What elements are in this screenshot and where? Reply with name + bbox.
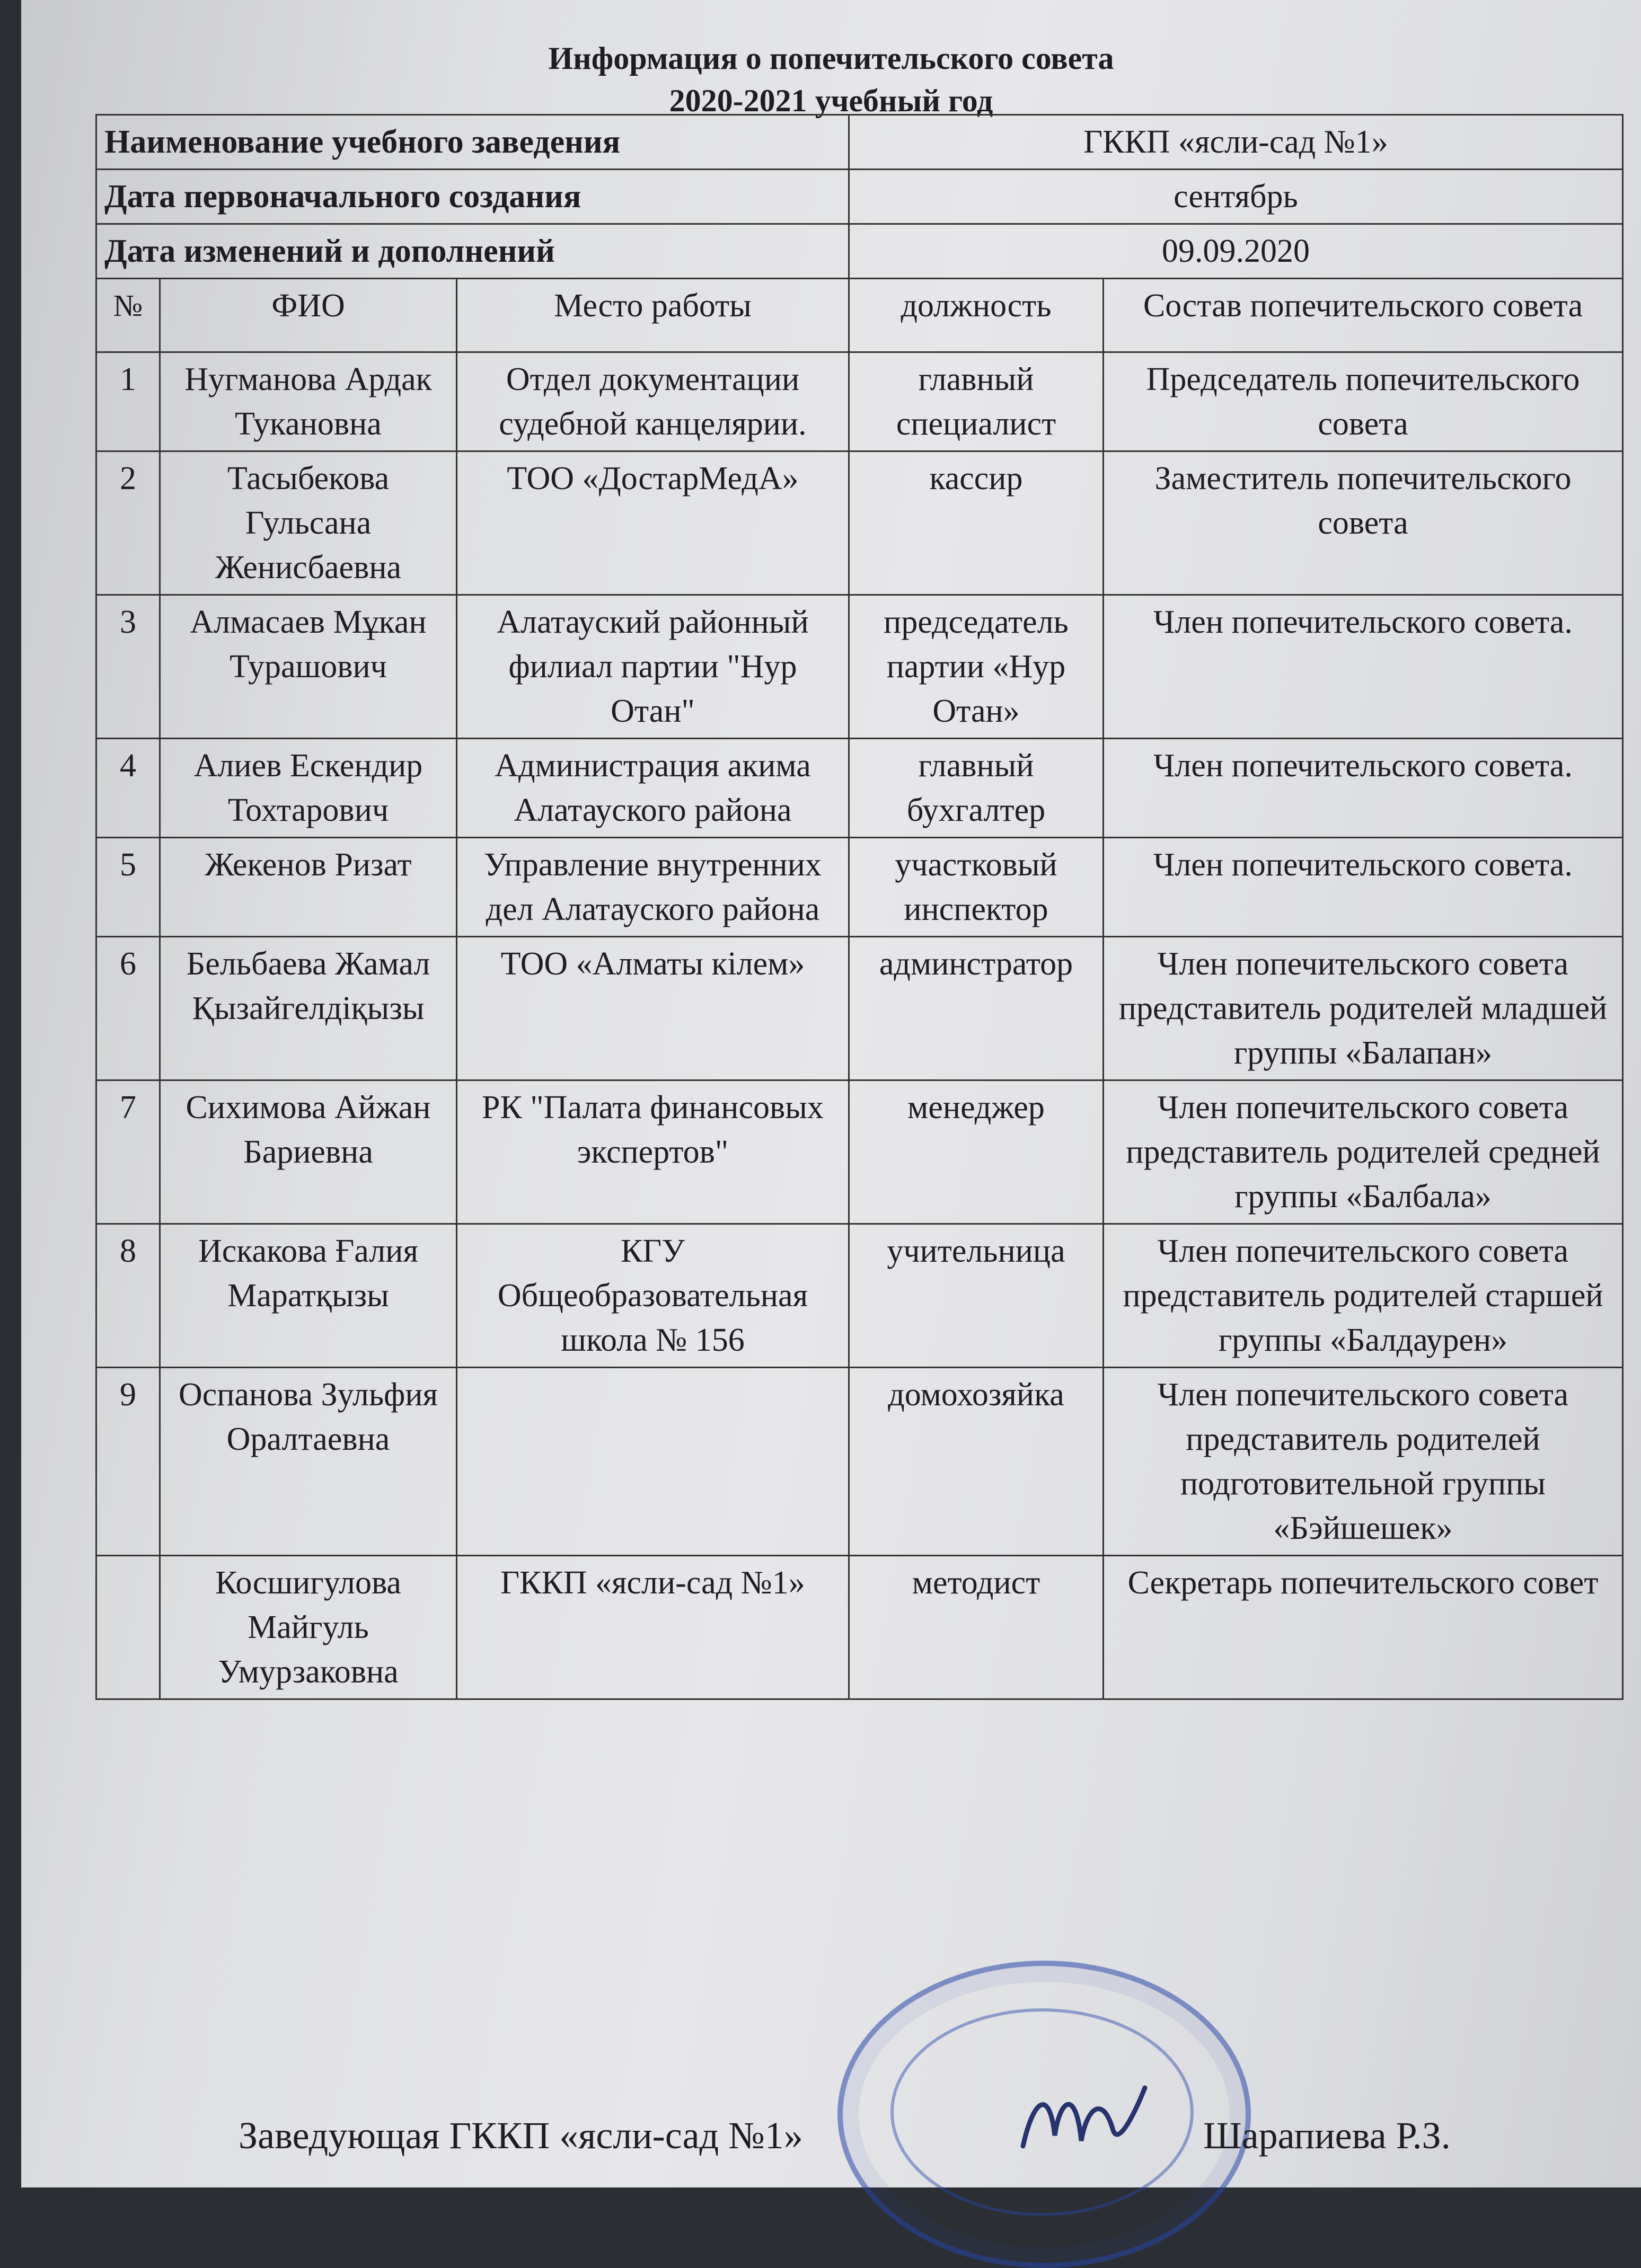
member-num: 9 [96, 1368, 160, 1556]
member-position: главный специалист [849, 352, 1104, 451]
member-num [96, 1556, 160, 1699]
member-num: 8 [96, 1224, 160, 1368]
footer-position: Заведующая ГККП «ясли-сад №1» [239, 2114, 803, 2157]
info-label: Наименование учебного заведения [96, 115, 849, 170]
member-row [96, 1368, 1623, 1556]
member-position: участковый инспектор [849, 838, 1104, 937]
member-name: Искакова Ғалия Маратқызы [160, 1224, 457, 1368]
member-row [96, 1556, 1623, 1699]
member-position: председатель партии «Нур Отан» [849, 595, 1104, 739]
signature [1012, 2067, 1150, 2173]
member-position: методист [849, 1556, 1104, 1699]
member-num: 1 [96, 352, 160, 451]
member-position: домохозяйка [849, 1368, 1104, 1556]
member-row [96, 595, 1623, 739]
footer-signatory: Шарапиева Р.З. [1203, 2114, 1451, 2157]
member-role: Член попечительского совета представитель родителей старшей группы «Балдаурен» [1104, 1224, 1623, 1368]
member-num: 7 [96, 1080, 160, 1224]
member-role: Член попечительского совета. [1104, 838, 1623, 937]
member-name: Алиев Ескендир Тохтарович [160, 739, 457, 838]
info-label: Дата первоначального создания [96, 170, 849, 224]
member-position: учительница [849, 1224, 1104, 1368]
info-value: 09.09.2020 [849, 224, 1623, 279]
member-num: 2 [96, 451, 160, 595]
document-page [21, 0, 1641, 2187]
info-value: сентябрь [849, 170, 1623, 224]
member-row [96, 937, 1623, 1080]
council-table [95, 114, 1624, 1700]
member-role: Член попечительского совета. [1104, 595, 1623, 739]
member-name: Оспанова Зульфия Оралтаевна [160, 1368, 457, 1556]
member-workplace: ГККП «ясли-сад №1» [457, 1556, 849, 1699]
column-header-num: № [96, 279, 160, 352]
member-role: Заместитель попечительского совета [1104, 451, 1623, 595]
column-header-row [96, 279, 1623, 352]
info-row [96, 170, 1623, 224]
document-subtitle: 2020-2021 учебный год [669, 83, 993, 118]
info-row [96, 224, 1623, 279]
member-row [96, 451, 1623, 595]
member-name: Косшигулова Майгуль Умурзаковна [160, 1556, 457, 1699]
column-header-position: должность [849, 279, 1104, 352]
member-role: Секретарь попечительского совет [1104, 1556, 1623, 1699]
member-position: менеджер [849, 1080, 1104, 1224]
member-workplace: Управление внутренних дел Алатауского района [457, 838, 849, 937]
member-num: 5 [96, 838, 160, 937]
column-header-name: ФИО [160, 279, 457, 352]
member-name: Жекенов Ризат [160, 838, 457, 937]
info-row [96, 115, 1623, 170]
member-position: кассир [849, 451, 1104, 595]
member-row [96, 1224, 1623, 1368]
member-workplace: Алатауский районный филиал партии "Нур Отан" [457, 595, 849, 739]
member-role: Член попечительского совета представитель родителей средней группы «Балбала» [1104, 1080, 1623, 1224]
column-header-role: Состав попечительского совета [1104, 279, 1623, 352]
member-workplace [457, 1368, 849, 1556]
member-workplace: Администрация акима Алатауского района [457, 739, 849, 838]
member-num: 4 [96, 739, 160, 838]
member-workplace: ТОО «Алматы кілем» [457, 937, 849, 1080]
member-num: 6 [96, 937, 160, 1080]
info-value: ГККП «ясли-сад №1» [849, 115, 1623, 170]
member-role: Председатель попечительского совета [1104, 352, 1623, 451]
member-workplace: Отдел документации судебной канцелярии. [457, 352, 849, 451]
member-num: 3 [96, 595, 160, 739]
document-title: Информация о попечительского совета [548, 41, 1114, 76]
column-header-workplace: Место работы [457, 279, 849, 352]
member-row [96, 838, 1623, 937]
member-workplace: РК "Палата финансовых экспертов" [457, 1080, 849, 1224]
member-name: Сихимова Айжан Бариевна [160, 1080, 457, 1224]
member-role: Член попечительского совета. [1104, 739, 1623, 838]
member-row [96, 352, 1623, 451]
member-position: админстратор [849, 937, 1104, 1080]
member-name: Тасыбекова Гульсана Женисбаевна [160, 451, 457, 595]
member-workplace: КГУ Общеобразовательная школа № 156 [457, 1224, 849, 1368]
member-name: Бельбаева Жамал Қызайгелдіқызы [160, 937, 457, 1080]
member-row [96, 739, 1623, 838]
member-name: Нугманова Ардак Тукановна [160, 352, 457, 451]
member-name: Алмасаев Мұкан Турашович [160, 595, 457, 739]
info-label: Дата изменений и дополнений [96, 224, 849, 279]
member-role: Член попечительского совета представитель родителей подготовительной группы «Бэйшешек» [1104, 1368, 1623, 1556]
member-role: Член попечительского совета представитель родителей младшей группы «Балапан» [1104, 937, 1623, 1080]
member-row [96, 1080, 1623, 1224]
member-workplace: ТОО «ДостарМедА» [457, 451, 849, 595]
member-position: главный бухгалтер [849, 739, 1104, 838]
